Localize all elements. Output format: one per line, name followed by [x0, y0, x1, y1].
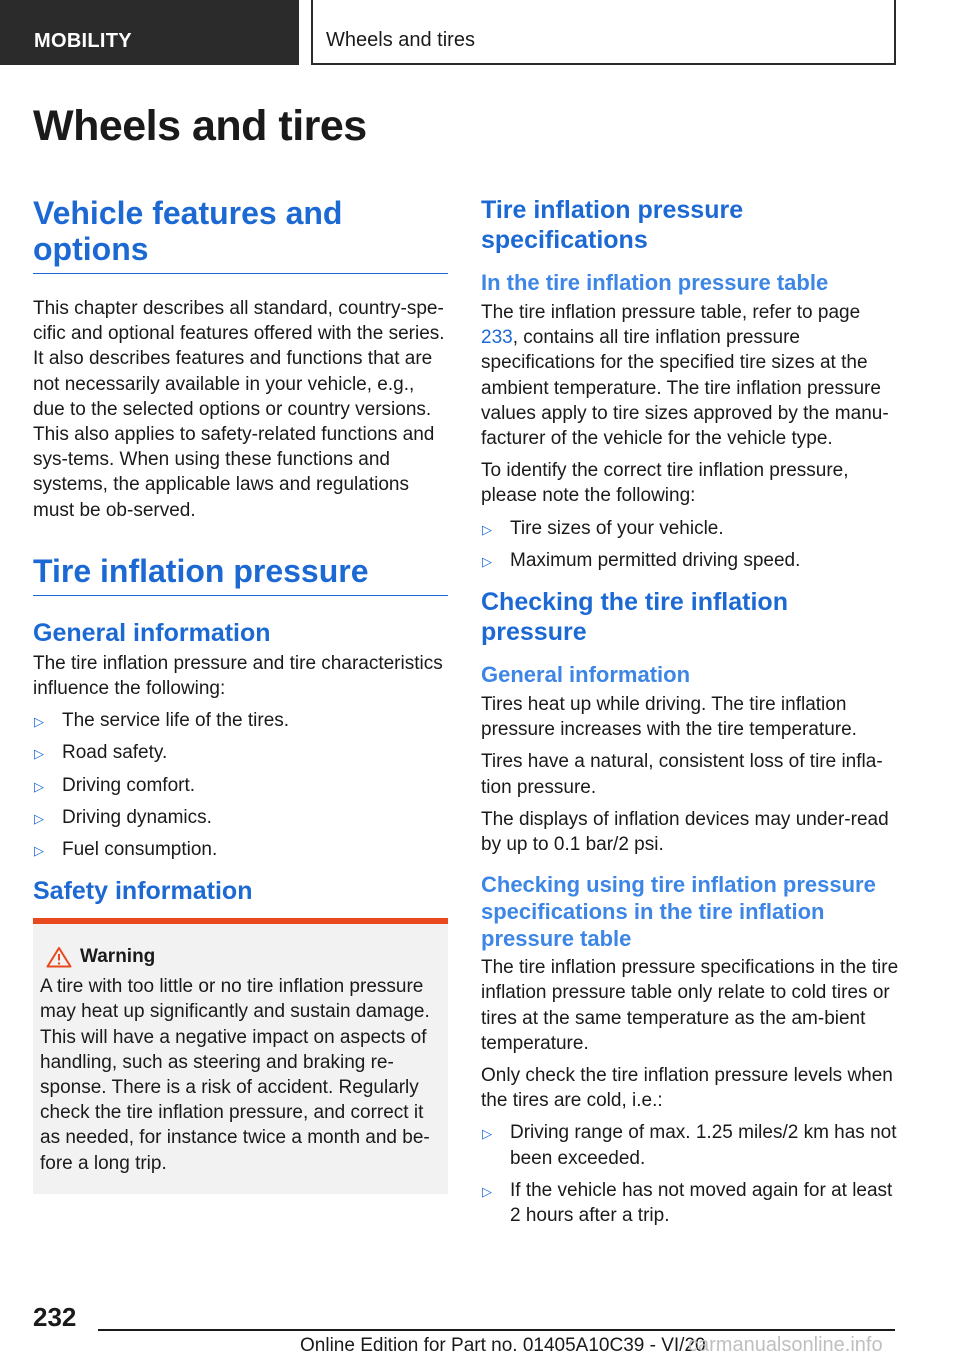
bullet-triangle-icon: ▷	[482, 553, 492, 569]
bullet-triangle-icon: ▷	[34, 810, 44, 826]
warning-title: Warning	[80, 946, 156, 968]
left-column	[33, 195, 448, 1194]
checking-p2: Tires have a natural, consistent loss of tire infla-tion pressure.	[481, 751, 883, 798]
influence-list	[33, 708, 448, 862]
list-item: ▷ Road safety.	[33, 740, 448, 765]
footer-edition: Online Edition for Part no. 01405A10C39 - VI/20	[300, 1335, 706, 1356]
identify-body: To identify the correct tire inflation pressure, please note the following:	[481, 460, 849, 507]
bullet-triangle-icon: ▷	[482, 1183, 492, 1199]
page-link[interactable]: 233	[481, 327, 513, 349]
list-item: ▷ Tire sizes of your vehicle.	[481, 516, 899, 541]
header-section-tab	[0, 0, 299, 65]
table-body: The tire inflation pressure table, refer to page 233, contains all tire inflation pressure specifications for the specified tire sizes at the ambient temperature. The tire inflation pressure values apply to tire sizes approved by the manu-facturer of the vehicle for the vehicle type.	[481, 302, 889, 450]
header-chapter-label: Wheels and tires	[326, 29, 475, 51]
warning-triangle-icon	[46, 946, 72, 968]
list-item: ▷ Driving comfort.	[33, 773, 448, 798]
tire-pressure-heading: Tire inflation pressure	[33, 553, 448, 596]
checking-heading: Checking the tire inflation pressure	[481, 588, 788, 647]
warning-box	[33, 918, 448, 1194]
list-item: ▷ Driving dynamics.	[33, 805, 448, 830]
bullet-triangle-icon: ▷	[34, 746, 44, 762]
page-number: 232	[33, 1302, 77, 1332]
list-item: ▷ Fuel consumption.	[33, 837, 448, 862]
checking-using-heading: Checking using tire inflation pressure specifications in the tire inflation pressure table	[481, 872, 876, 952]
cold-tire-list	[481, 1120, 899, 1228]
bullet-triangle-icon: ▷	[482, 1126, 492, 1142]
checking-p1: Tires heat up while driving. The tire inflation pressure increases with the tire temperature.	[481, 694, 857, 741]
identify-list	[481, 516, 899, 573]
footer-watermark: carmanualsonline.info	[688, 1334, 883, 1356]
table-heading: In the tire inflation pressure table	[481, 270, 829, 295]
list-item: ▷ Maximum permitted driving speed.	[481, 548, 899, 573]
right-column	[481, 195, 899, 1235]
warning-title-row	[40, 946, 430, 968]
bullet-triangle-icon: ▷	[482, 521, 492, 537]
checking-p5: Only check the tire inflation pressure levels when the tires are cold, i.e.:	[481, 1065, 893, 1112]
general-information-heading: General information	[33, 618, 271, 647]
checking-p3: The displays of inflation devices may under-read by up to 0.1 bar/2 psi.	[481, 808, 889, 856]
bullet-triangle-icon: ▷	[34, 843, 44, 859]
general-information-body: The tire inflation pressure and tire characteristics influence the following:	[33, 652, 443, 700]
checking-general-heading: General information	[481, 662, 691, 688]
list-item: ▷ If the vehicle has not moved again for at least 2 hours after a trip.	[482, 1179, 893, 1227]
safety-information-heading: Safety information	[33, 877, 253, 906]
vehicle-features-heading: Vehicle features and options	[33, 195, 448, 274]
specifications-heading: Tire inflation pressure specifications	[481, 196, 744, 254]
bullet-triangle-icon: ▷	[34, 714, 44, 730]
header-section-label: MOBILITY	[34, 30, 132, 52]
warning-body: A tire with too little or no tire inflation pressure may heat up significantly and sustain damage. This will have a negative impact on aspects of handling, such as steering and braking re-sponse. There is a risk of accident. Regularly check the tire inflation pressure, and correct it as needed, for instance twice a month and be-fore a long trip.	[40, 976, 430, 1174]
bullet-triangle-icon: ▷	[34, 778, 44, 794]
page-title: Wheels and tires	[33, 102, 367, 150]
list-item: ▷ Driving range of max. 1.25 miles/2 km has not been exceeded.	[482, 1122, 897, 1169]
vehicle-features-body: This chapter describes all standard, country-spe-cific and optional features offered with the series. It also describes features and functions that are not necessarily available in your vehicle, e.g., due to the selected options or country versions. This also applies to safety-related functions and sys-tems. When using these functions and systems, the applicable laws and regulations must be ob-served.	[33, 298, 445, 521]
list-item: ▷ The service life of the tires.	[33, 708, 448, 733]
checking-p4: The tire inflation pressure specifications in the tire inflation pressure table only relate to cold tires or tires at the same temperature as the am-bient temperature.	[481, 957, 899, 1054]
footer-divider	[98, 1329, 895, 1331]
header-chapter-tab	[311, 0, 896, 65]
